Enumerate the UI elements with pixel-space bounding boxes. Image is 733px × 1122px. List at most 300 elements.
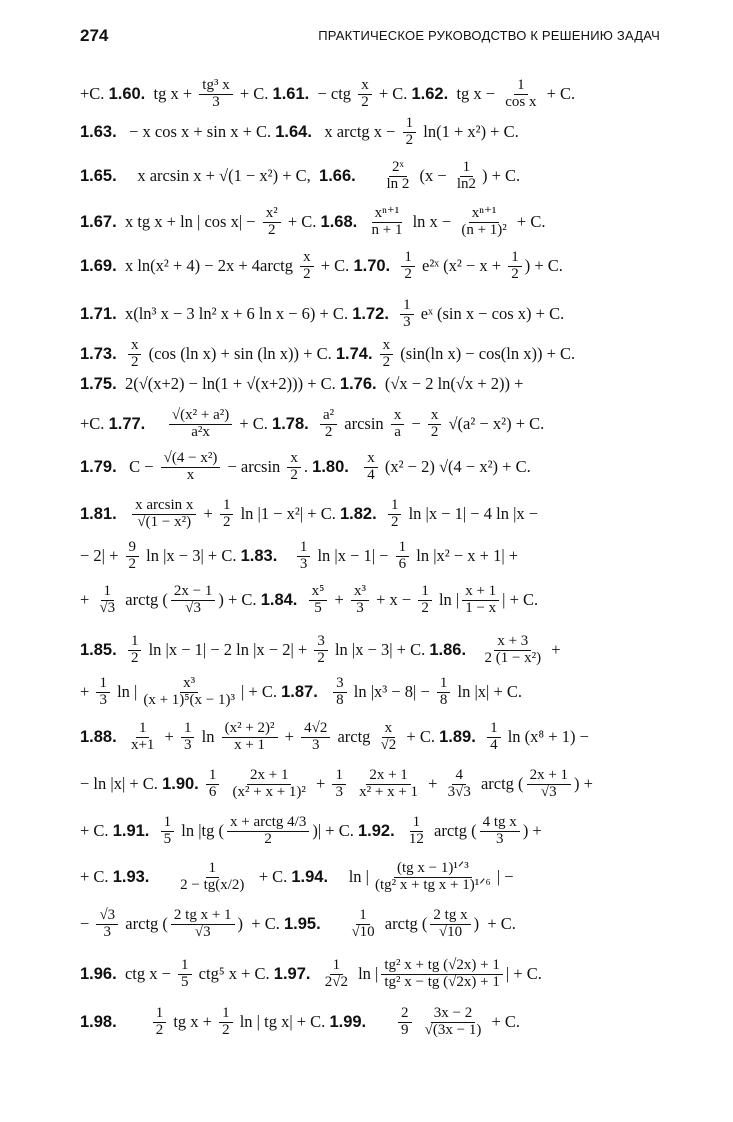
problem-number: 1.96. (80, 964, 117, 983)
formula-text: 2(√(x+2) − ln(1 + √(x+2))) + C. (116, 374, 340, 393)
formula-text: + C. (250, 867, 292, 887)
numerator: 3 (333, 676, 347, 693)
formula-text: − (80, 914, 94, 934)
denominator: 2 (1 − x²) (484, 649, 542, 666)
formula-text: ln |x| + C. (453, 682, 523, 702)
formula-text (117, 640, 125, 660)
formula-text (149, 821, 157, 841)
fraction (502, 78, 539, 111)
fraction (368, 206, 405, 239)
formula-text: + C. (235, 84, 273, 104)
fraction (300, 250, 314, 283)
denominator: 2 (405, 131, 414, 148)
denominator: x+1 (130, 736, 155, 753)
numerator: 4 (452, 768, 466, 785)
formula-text (117, 727, 125, 747)
numerator: (x² + 2)² (222, 721, 278, 738)
formula-text: ) + (574, 774, 593, 794)
formula-text: ln |x³ − 8| − (349, 682, 434, 702)
formula-text: C − (116, 457, 158, 477)
denominator: 3 (311, 736, 320, 753)
running-title: ПРАКТИЧЕСКОЕ РУКОВОДСТВО К РЕШЕНИЮ ЗАДАЧ (318, 28, 660, 43)
fraction (401, 250, 415, 283)
formula-text (377, 504, 385, 524)
problem-number: 1.93. (112, 867, 150, 886)
numerator: (tg x − 1)¹ᐟ³ (394, 861, 472, 878)
numerator: x + 1 (462, 584, 499, 601)
fraction (356, 768, 421, 801)
answer-line (80, 374, 660, 394)
problem-number: 1.86. (429, 640, 467, 659)
fraction (398, 1006, 412, 1039)
formula-text: ) + C. (473, 914, 516, 934)
problem-number: 1.82. (339, 504, 377, 523)
problem-number: 1.70. (353, 256, 391, 275)
denominator: 5 (163, 830, 172, 847)
fraction (462, 584, 499, 617)
fraction (181, 721, 195, 754)
answer-line (80, 78, 660, 111)
numerator: 1 (487, 721, 501, 738)
fraction (178, 958, 192, 991)
numerator: x (287, 451, 301, 468)
numerator: x (358, 78, 372, 95)
numerator: x⁵ (309, 584, 328, 601)
denominator: 12 (408, 830, 424, 847)
denominator: x² + x + 1 (359, 783, 419, 800)
formula-text: ln(1 + x²) + C. (419, 122, 519, 142)
formula-text (145, 414, 166, 434)
fraction (508, 250, 522, 283)
problem-number: 1.60. (108, 84, 146, 103)
numerator: 1 (178, 958, 192, 975)
formula-text: arctg ( (476, 774, 524, 794)
denominator: 5 (181, 973, 189, 990)
denominator: 2 (222, 1021, 230, 1038)
denominator: 2 (290, 466, 298, 483)
denominator: 2 (303, 265, 311, 282)
formula-text (297, 590, 305, 610)
answer-line (80, 634, 660, 667)
formula-text: − ctg (309, 84, 356, 104)
fraction (171, 584, 215, 617)
numerator: tg³ x (199, 78, 232, 95)
fraction (333, 676, 347, 709)
fraction (378, 721, 400, 754)
fraction (383, 160, 412, 193)
formula-text: + (160, 727, 178, 747)
numerator: 3x − 2 (431, 1006, 475, 1023)
denominator: ln 2 (386, 175, 410, 192)
formula-text: ln | (353, 964, 379, 984)
problem-number: 1.88. (80, 727, 117, 746)
fraction (171, 908, 235, 941)
formula-text (373, 344, 377, 364)
formula-text: ln | (434, 590, 460, 610)
fraction (388, 498, 402, 531)
formula-text: + C. (80, 867, 113, 887)
formula-text: + x − (371, 590, 416, 610)
formula-text: ) + C. (482, 166, 521, 186)
denominator: 4 (367, 466, 375, 483)
denominator: 3 (356, 599, 364, 616)
denominator: 2 (390, 513, 399, 530)
fraction (161, 815, 175, 848)
denominator: a (394, 423, 401, 440)
fraction (487, 721, 501, 754)
denominator: 3 (495, 830, 504, 847)
numerator: x (364, 451, 378, 468)
numerator: 1 (514, 78, 528, 95)
answer-line (80, 815, 660, 848)
denominator: n + 1 (371, 221, 403, 238)
numerator: 2x + 1 (247, 768, 291, 785)
numerator: 1 (128, 634, 142, 651)
numerator: 4 tg x (480, 815, 520, 832)
denominator: 2 (430, 423, 439, 440)
formula-text: − (407, 414, 425, 434)
numerator: x (382, 721, 396, 738)
denominator: 2 (404, 265, 412, 282)
formula-text: + C. (316, 256, 354, 276)
denominator: √2 (380, 736, 397, 753)
formula-text (117, 1012, 150, 1032)
formula-text: + C. (512, 212, 546, 232)
denominator: 2 (511, 265, 519, 282)
problem-number: 1.77. (108, 414, 146, 433)
fraction (348, 908, 377, 941)
formula-text: ) + C. (218, 590, 261, 610)
fraction (406, 815, 427, 848)
denominator: 2 (222, 513, 231, 530)
problem-number: 1.65. (80, 166, 117, 185)
formula-text: ln | tg x| + C. (235, 1012, 330, 1032)
answer-line (80, 1006, 660, 1039)
page-header (80, 26, 660, 50)
formula-text: tg x − (448, 84, 500, 104)
numerator: 1 (400, 298, 414, 315)
fraction (199, 78, 232, 111)
fraction (287, 451, 301, 484)
fraction (527, 768, 571, 801)
numerator: x (128, 338, 142, 355)
fraction (128, 634, 142, 667)
fraction (219, 1006, 233, 1039)
formula-text: + C. (235, 414, 273, 434)
formula-text (117, 504, 129, 524)
answer-line (80, 540, 660, 573)
formula-text (349, 457, 361, 477)
fraction (381, 958, 502, 991)
denominator: 8 (439, 691, 448, 708)
formula-text: + (424, 774, 442, 794)
numerator: x arcsin x (132, 498, 196, 515)
formula-text: arctg ( (121, 914, 168, 934)
problem-number: 1.79. (80, 457, 117, 476)
denominator: 5 (314, 599, 322, 616)
fraction (126, 540, 140, 573)
denominator: 2 (130, 353, 139, 370)
problem-number: 1.91. (112, 821, 150, 840)
numerator: 2x + 1 (527, 768, 571, 785)
answer-line (80, 408, 660, 441)
denominator: √(3x − 1) (424, 1021, 482, 1038)
numerator: √(4 − x²) (161, 451, 221, 468)
formula-text: +C. (80, 84, 109, 104)
problem-number: 1.63. (80, 122, 117, 141)
problem-number: 1.98. (80, 1012, 117, 1031)
formula-text: ln | (328, 867, 369, 887)
fraction (454, 160, 479, 193)
denominator: √3 (194, 923, 211, 940)
formula-text (366, 1012, 395, 1032)
formula-text: + C. (283, 212, 321, 232)
problem-number: 1.66. (319, 166, 356, 185)
fraction (332, 768, 346, 801)
denominator: 2 − tg(x/2) (180, 876, 245, 893)
numerator: 1 (330, 958, 344, 975)
formula-text: arcsin (340, 414, 388, 434)
formula-text: + C. (487, 1012, 521, 1032)
fraction (220, 498, 234, 531)
formula-text: | + C. (505, 964, 542, 984)
problem-number: 1.76. (339, 374, 377, 393)
formula-text: ln |x − 3| + C. (142, 546, 241, 566)
formula-text: +C. (80, 414, 109, 434)
problem-number: 1.94. (291, 867, 329, 886)
formula-text: e²ˣ (x² − x + (417, 256, 506, 276)
numerator: x² (263, 206, 281, 223)
denominator: 3 (212, 93, 220, 110)
numerator: x³ (180, 676, 198, 693)
fraction (222, 721, 278, 754)
formula-text: − 2| + (80, 546, 123, 566)
fraction (396, 540, 410, 573)
fraction (177, 861, 247, 894)
formula-text: tg x + (169, 1012, 217, 1032)
answer-line (80, 498, 660, 531)
formula-text (318, 682, 330, 702)
fraction (422, 1006, 485, 1039)
numerator: x (428, 408, 442, 425)
numerator: 1 (437, 676, 451, 693)
answer-line (80, 958, 660, 991)
numerator: x (380, 338, 394, 355)
formula-text (476, 727, 484, 747)
denominator: (tg² x + tg x + 1)¹ᐟ⁶ (374, 876, 491, 893)
denominator: 1 − x (465, 599, 497, 616)
formula-text: ln | (112, 682, 138, 702)
denominator: 2 (264, 830, 272, 847)
formula-text (149, 867, 174, 887)
numerator: 1 (220, 498, 234, 515)
numerator: x (391, 408, 405, 425)
numerator: 2 (398, 1006, 412, 1023)
denominator: √3 (99, 599, 116, 616)
denominator: √3 (185, 599, 201, 616)
formula-text: )| + C. (312, 821, 358, 841)
formula-text: x ln(x² + 4) − 2x + 4arctg (116, 256, 298, 276)
fraction (301, 721, 330, 754)
numerator: 2 tg x + 1 (171, 908, 235, 925)
denominator: 3 (335, 783, 343, 800)
denominator: 2 (128, 555, 137, 572)
answer-line (80, 338, 660, 371)
formula-text: ln |x − 3| + C. (330, 640, 430, 660)
numerator: 1 (332, 768, 346, 785)
formula-text: ln |x − 1| − (313, 546, 393, 566)
formula-text: + (199, 504, 217, 524)
formula-text: ln |x − 1| − 2 ln |x − 2| + (144, 640, 312, 660)
numerator: 2x + 1 (366, 768, 410, 785)
fraction (309, 584, 328, 617)
numerator: a² (320, 408, 337, 425)
numerator: √(x² + a²) (169, 408, 232, 425)
problem-number: 1.95. (283, 914, 321, 933)
fraction (430, 908, 470, 941)
formula-text: + (80, 682, 94, 702)
denominator: 2 (361, 93, 369, 110)
numerator: 3 (314, 634, 328, 651)
denominator: tg² x − tg (√2x) + 1 (384, 973, 500, 990)
formula-text: arctg ( (121, 590, 168, 610)
answer-line (80, 861, 660, 894)
formula-text: ln (x⁸ + 1) − (503, 727, 589, 747)
fraction (458, 206, 509, 239)
numerator: xⁿ⁺¹ (372, 206, 403, 223)
problem-number: 1.78. (272, 414, 309, 433)
fraction (153, 1006, 167, 1039)
fraction (206, 768, 220, 801)
numerator: 1 (418, 584, 432, 601)
formula-text: − arcsin (223, 457, 285, 477)
fraction (96, 584, 118, 617)
formula-text: ln (197, 727, 219, 747)
numerator: 1 (508, 250, 522, 267)
formula-text: + C. (80, 821, 113, 841)
formula-text: arctg ( (429, 821, 477, 841)
formula-text (222, 774, 226, 794)
formula-text: ) + (522, 821, 542, 841)
formula-text (415, 1012, 419, 1032)
formula-text (466, 640, 478, 660)
denominator: 2√2 (324, 973, 348, 990)
formula-text: tg x + (145, 84, 197, 104)
formula-text (321, 914, 346, 934)
denominator: 4 (490, 736, 498, 753)
answer-line (80, 451, 660, 484)
formula-text: eˣ (sin x − cos x) + C. (416, 304, 565, 324)
fraction (140, 676, 238, 709)
fraction (418, 584, 432, 617)
formula-text (389, 304, 397, 324)
numerator: 2x − 1 (171, 584, 215, 601)
fraction (445, 768, 474, 801)
formula-text: | + C. (502, 590, 539, 610)
answer-line (80, 298, 660, 331)
formula-text (357, 212, 365, 232)
denominator: 9 (401, 1021, 409, 1038)
answer-line (80, 250, 660, 283)
problem-number: 1.80. (312, 457, 349, 476)
formula-text: + C. (374, 84, 412, 104)
fraction (481, 634, 544, 667)
numerator: 1 (206, 768, 220, 785)
numerator: 1 (101, 584, 115, 601)
formula-text: (cos (ln x) + sin (ln x)) + C. (144, 344, 336, 364)
fraction (364, 451, 378, 484)
problem-number: 1.74. (335, 344, 373, 363)
fraction (227, 815, 309, 848)
formula-text: ln |x² − x + 1| + (412, 546, 519, 566)
fraction (380, 338, 394, 371)
fraction (230, 768, 309, 801)
formula-text: ln x − (408, 212, 456, 232)
formula-text: x arcsin x + √(1 − x²) + C, (116, 166, 320, 186)
denominator: ln2 (456, 175, 476, 192)
denominator: √3 (540, 783, 557, 800)
problem-number: 1.69. (80, 256, 117, 275)
formula-text: ln |x − 1| − 4 ln |x − (404, 504, 539, 524)
formula-text: (√x − 2 ln(√x + 2)) + (376, 374, 524, 393)
formula-text (356, 166, 381, 186)
fraction (358, 78, 372, 111)
numerator: 1 (96, 676, 110, 693)
fraction (391, 408, 405, 441)
fraction (128, 338, 142, 371)
formula-text: arctg ( (380, 914, 428, 934)
formula-text: ctg x − (116, 964, 176, 984)
numerator: 2 tg x (430, 908, 470, 925)
fraction (322, 958, 351, 991)
formula-text: + (547, 640, 561, 660)
formula-text: arctg (333, 727, 375, 747)
problem-number: 1.97. (273, 964, 311, 983)
formula-text: x tg x + ln | cos x| − (116, 212, 260, 232)
numerator: 1 (410, 815, 424, 832)
problem-number: 1.67. (80, 212, 117, 231)
answer-line (80, 116, 660, 149)
formula-text: ctg⁵ x + C. (194, 964, 274, 984)
formula-text: ln |1 − x²| + C. (236, 504, 340, 524)
problem-number: 1.68. (320, 212, 358, 231)
numerator: x (300, 250, 314, 267)
formula-text: ln |tg ( (177, 821, 224, 841)
answer-line (80, 160, 660, 193)
denominator: 8 (336, 691, 344, 708)
answer-line (80, 768, 660, 801)
numerator: 9 (126, 540, 140, 557)
formula-text: ) + C. (237, 914, 284, 934)
numerator: 1 (161, 815, 175, 832)
fraction (351, 584, 369, 617)
fraction (297, 540, 311, 573)
fraction (314, 634, 328, 667)
numerator: √3 (96, 908, 118, 925)
numerator: 1 (403, 116, 417, 133)
denominator: √(1 − x²) (137, 513, 192, 530)
numerator: 4√2 (301, 721, 330, 738)
fraction (403, 116, 417, 149)
formula-text: + (311, 774, 330, 794)
problem-number: 1.75. (80, 374, 117, 393)
denominator: 3 (183, 736, 192, 753)
denominator: (x² + x + 1)² (232, 783, 306, 800)
numerator: 2ˣ (389, 160, 407, 177)
formula-text: − x cos x + sin x + C. (116, 122, 276, 142)
numerator: xⁿ⁺¹ (469, 206, 500, 223)
problem-number: 1.85. (80, 640, 117, 659)
